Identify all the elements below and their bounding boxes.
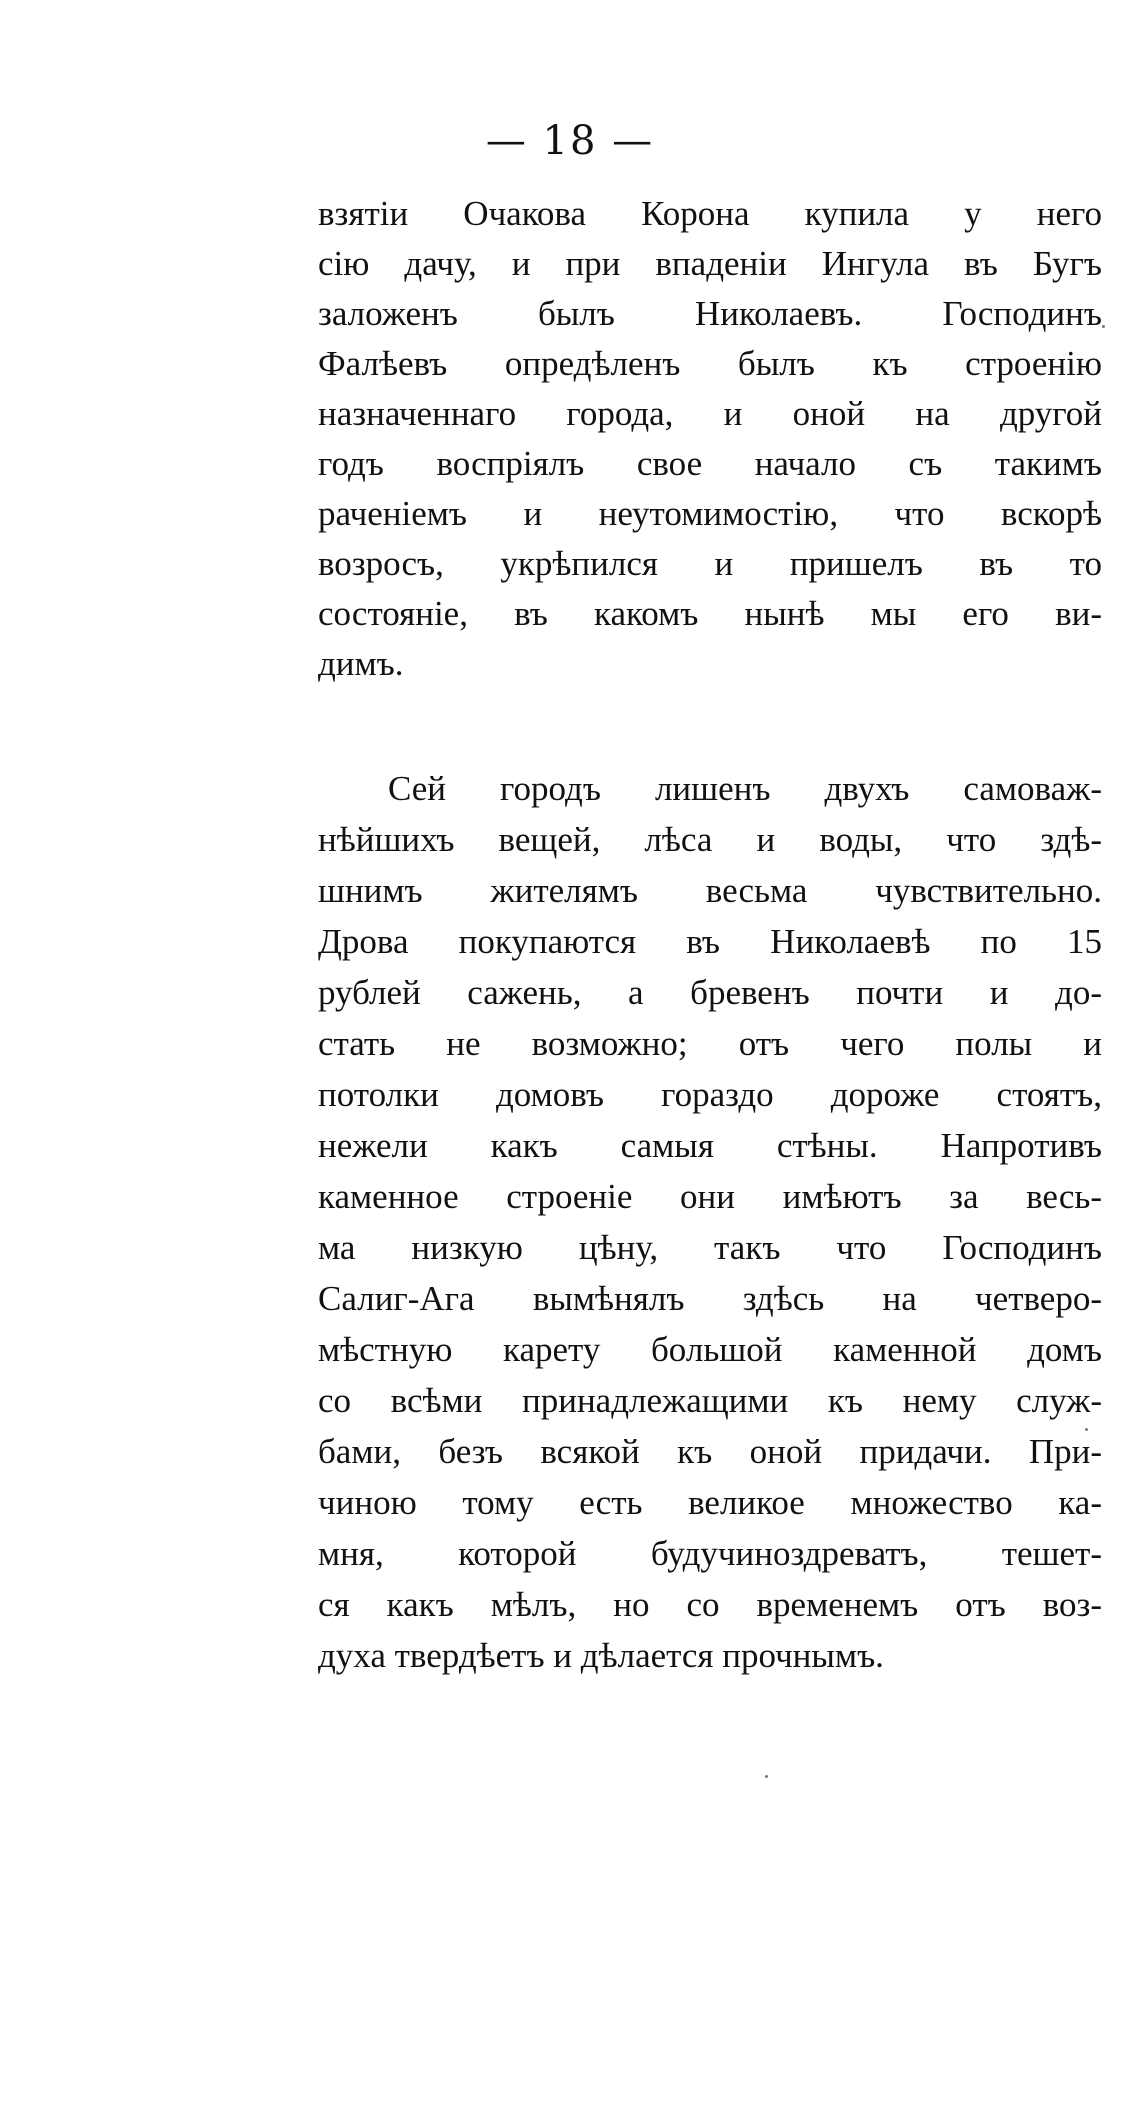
paragraph-2-line: нежели какъ самыя стѣны. Напротивъ xyxy=(318,1126,1102,1165)
paragraph-1-line: возросъ, укрѣпился и пришелъ въ то xyxy=(318,544,1102,583)
print-speck xyxy=(1085,1428,1088,1431)
paragraph-1-line: заложенъ былъ Николаевъ. Господинъ xyxy=(318,294,1102,333)
paragraph-1-line: годъ воспріялъ свое начало съ такимъ xyxy=(318,444,1102,483)
paragraph-1-line: назначеннаго города, и оной на другой xyxy=(318,394,1102,433)
paragraph-1-line: взятіи Очакова Корона купила у него xyxy=(318,194,1102,233)
paragraph-2-line: каменное строеніе они имѣютъ за весь- xyxy=(318,1177,1102,1216)
paragraph-2-line: чиною тому есть великое множество ка- xyxy=(318,1483,1102,1522)
paragraph-1-line: сію дачу, и при впаденіи Ингула въ Бугъ xyxy=(318,244,1102,283)
paragraph-2-line: ма низкую цѣну, такъ что Господинъ xyxy=(318,1228,1102,1267)
paragraph-1-line: раченіемъ и неутомимостію, что вскорѣ xyxy=(318,494,1102,533)
paragraph-2-line: потолки домовъ гораздо дороже стоятъ, xyxy=(318,1075,1102,1114)
paragraph-2-line: шнимъ жителямъ весьма чувствительно. xyxy=(318,871,1102,910)
paragraph-1-line: димъ. xyxy=(318,644,404,683)
paragraph-2-line: Дрова покупаются въ Николаевѣ по 15 xyxy=(318,922,1102,961)
paragraph-2-line: мѣстную карету большой каменной домъ xyxy=(318,1330,1102,1369)
paragraph-2-line: Салиг-Ага вымѣнялъ здѣсь на четверо- xyxy=(318,1279,1102,1318)
paragraph-2-line: ся какъ мѣлъ, но со временемъ отъ воз- xyxy=(318,1585,1102,1624)
paragraph-2-line: духа твердѣетъ и дѣлается прочнымъ. xyxy=(318,1636,884,1675)
paragraph-2-line: бами, безъ всякой къ оной придачи. При- xyxy=(318,1432,1102,1471)
page-number: — 18 — xyxy=(485,118,655,164)
paragraph-2-line: Сей городъ лишенъ двухъ самоваж- xyxy=(388,769,1102,808)
paragraph-2-line: со всѣми принадлежащими къ нему служ- xyxy=(318,1381,1102,1420)
print-speck xyxy=(1102,325,1105,328)
paragraph-1-line: Фалѣевъ опредѣленъ былъ къ строенію xyxy=(318,344,1102,383)
paragraph-1-line: состояніе, въ какомъ нынѣ мы его ви- xyxy=(318,594,1102,633)
print-speck xyxy=(765,1775,768,1778)
paragraph-2-line: мня, которой будучиноздреватъ, тешет- xyxy=(318,1534,1102,1573)
paragraph-2-line: нѣйшихъ вещей, лѣса и воды, что здѣ- xyxy=(318,820,1102,859)
paragraph-2-line: стать не возможно; отъ чего полы и xyxy=(318,1024,1102,1063)
paragraph-2-line: рублей сажень, а бревенъ почти и до- xyxy=(318,973,1102,1012)
